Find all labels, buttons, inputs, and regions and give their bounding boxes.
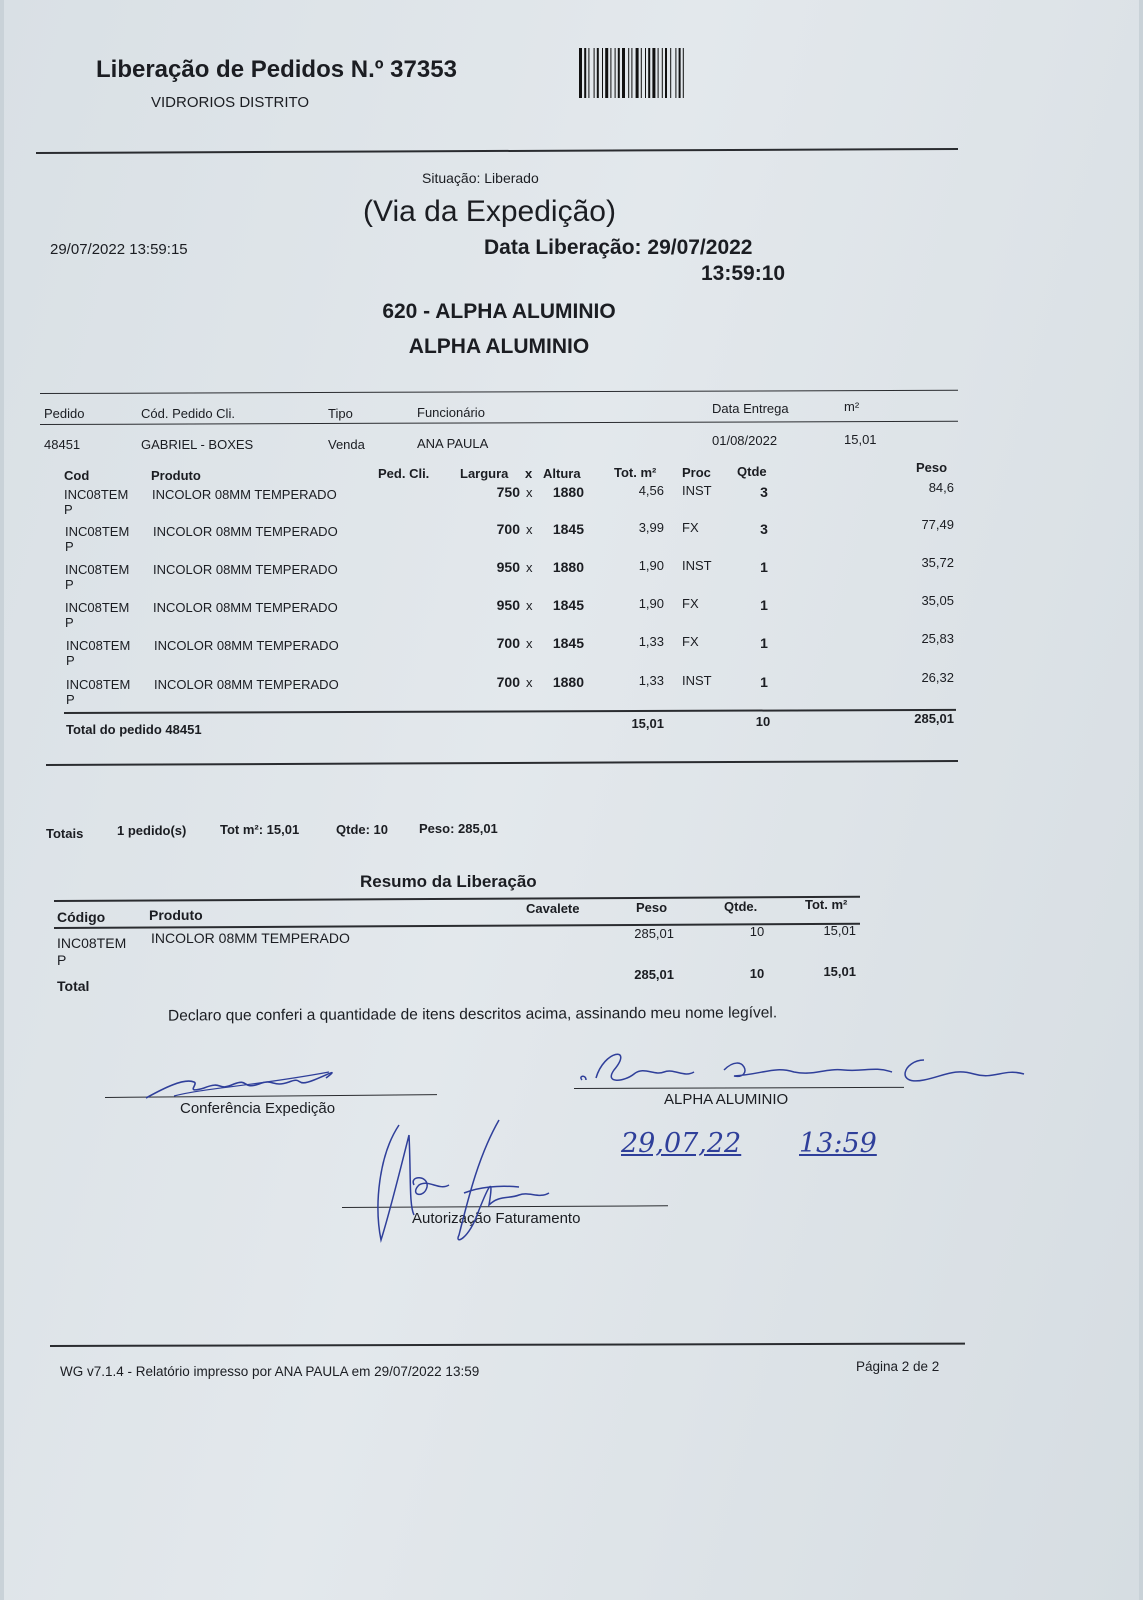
signature-scribble-client bbox=[574, 1040, 1044, 1100]
item-produto: INCOLOR 08MM TEMPERADO bbox=[153, 600, 338, 615]
summary-col-tot-m2: Tot. m² bbox=[805, 897, 848, 912]
item-x: x bbox=[526, 485, 533, 500]
item-tot-m2: 1,33 bbox=[638, 673, 664, 688]
client-name: ALPHA ALUMINIO bbox=[408, 335, 590, 358]
item-qtde: 1 bbox=[760, 635, 768, 651]
item-largura: 700 bbox=[496, 635, 520, 651]
summary-row-codigo bbox=[57, 935, 126, 969]
items-col-x: x bbox=[525, 466, 533, 481]
items-col-produto: Produto bbox=[151, 468, 201, 483]
client-code-name: 620 - ALPHA ALUMINIO bbox=[382, 300, 616, 323]
item-proc: FX bbox=[682, 520, 699, 535]
item-cod-line2: P bbox=[65, 615, 74, 630]
summary-total-tot-m2: 15,01 bbox=[823, 964, 856, 979]
item-peso: 84,6 bbox=[928, 480, 954, 495]
summary-row-qtde: 10 bbox=[749, 924, 765, 939]
order-mid-rule bbox=[40, 421, 958, 425]
items-col-ped-cli: Ped. Cli. bbox=[378, 466, 430, 481]
item-altura: 1880 bbox=[552, 674, 584, 690]
items-col-altura: Altura bbox=[543, 466, 581, 481]
declaration-text: Declaro que conferi a quantidade de itens descritos acima, assinando meu nome legível. bbox=[167, 1004, 778, 1025]
barcode-bar bbox=[588, 48, 589, 98]
item-tot-m2: 1,90 bbox=[638, 558, 664, 573]
item-x: x bbox=[526, 522, 533, 537]
signature-label-client: ALPHA ALUMINIO bbox=[664, 1091, 789, 1108]
item-qtde: 3 bbox=[760, 521, 768, 537]
items-col-peso: Peso bbox=[916, 460, 948, 475]
item-peso: 35,05 bbox=[921, 593, 954, 608]
via-label: (Via da Expedição) bbox=[363, 195, 616, 228]
barcode-bar bbox=[622, 48, 625, 98]
item-altura: 1845 bbox=[552, 635, 584, 651]
order-funcionario: ANA PAULA bbox=[417, 436, 489, 451]
item-cod-line1: INC08TEM bbox=[65, 562, 130, 577]
item-cod-line2: P bbox=[65, 577, 74, 592]
totals-peso: Peso: 285,01 bbox=[419, 821, 498, 836]
item-cod-line1: INC08TEM bbox=[65, 524, 130, 539]
barcode-bar bbox=[579, 48, 582, 98]
item-peso: 77,49 bbox=[921, 517, 954, 532]
summary-title: Resumo da Liberação bbox=[360, 872, 537, 891]
item-x: x bbox=[526, 598, 533, 613]
item-proc: INST bbox=[682, 673, 712, 688]
item-qtde: 3 bbox=[760, 484, 768, 500]
item-produto: INCOLOR 08MM TEMPERADO bbox=[154, 638, 339, 653]
item-altura: 1880 bbox=[552, 559, 584, 575]
handwritten-time: 13:59 bbox=[799, 1128, 877, 1159]
item-produto: INCOLOR 08MM TEMPERADO bbox=[153, 562, 338, 577]
barcode-bar bbox=[683, 48, 684, 98]
item-peso: 25,83 bbox=[921, 631, 954, 646]
totals-qtde: Qtde: 10 bbox=[336, 822, 389, 837]
summary-mid-rule bbox=[54, 923, 860, 929]
items-col-largura: Largura bbox=[460, 466, 509, 481]
item-cod-line2: P bbox=[66, 692, 75, 707]
summary-row-codigo-line1: INC08TEM bbox=[57, 935, 127, 951]
header-divider bbox=[36, 148, 958, 154]
item-produto: INCOLOR 08MM TEMPERADO bbox=[154, 677, 339, 692]
item-cod-line1: INC08TEM bbox=[64, 487, 129, 502]
totals-m2: Tot m²: 15,01 bbox=[220, 822, 300, 837]
item-cod-line2: P bbox=[64, 502, 73, 517]
barcode-bar bbox=[615, 48, 616, 98]
item-largura: 700 bbox=[496, 521, 520, 537]
item-proc: FX bbox=[682, 596, 699, 611]
summary-row-produto: INCOLOR 08MM TEMPERADO bbox=[151, 930, 350, 946]
barcode-bar bbox=[679, 48, 681, 98]
summary-total-peso: 285,01 bbox=[634, 967, 674, 982]
summary-row-peso: 285,01 bbox=[634, 926, 674, 941]
situation-label: Situação: Liberado bbox=[422, 170, 539, 186]
barcode-bar bbox=[631, 48, 632, 98]
item-altura: 1880 bbox=[552, 484, 584, 500]
totals-pedidos: 1 pedido(s) bbox=[117, 823, 187, 838]
item-largura: 950 bbox=[496, 559, 520, 575]
barcode-bar bbox=[628, 48, 629, 98]
item-largura: 750 bbox=[496, 484, 520, 500]
barcode-bar bbox=[658, 48, 659, 98]
barcode-bar bbox=[670, 48, 671, 98]
barcode-bar bbox=[648, 48, 650, 98]
signature-label-autorizacao: Autorização Faturamento bbox=[412, 1210, 581, 1227]
barcode-bar bbox=[652, 48, 655, 98]
items-col-tot-m2: Tot. m² bbox=[614, 465, 657, 480]
items-total-m2: 15,01 bbox=[631, 716, 664, 731]
item-x: x bbox=[526, 636, 533, 651]
signature-scribble-conferencia bbox=[144, 1058, 344, 1104]
print-datetime: 29/07/2022 13:59:15 bbox=[50, 241, 188, 258]
summary-row-codigo-line2: P bbox=[57, 952, 67, 968]
barcode-bar bbox=[610, 48, 611, 98]
barcode-bar bbox=[641, 48, 642, 98]
col-pedido: Pedido bbox=[44, 406, 85, 421]
item-altura: 1845 bbox=[552, 521, 584, 537]
barcode-bar bbox=[584, 48, 586, 98]
item-peso: 26,32 bbox=[921, 670, 954, 685]
item-largura: 700 bbox=[496, 674, 520, 690]
item-cod-line1: INC08TEM bbox=[66, 638, 131, 653]
items-col-proc: Proc bbox=[682, 465, 711, 480]
summary-col-cavalete: Cavalete bbox=[526, 901, 580, 916]
item-tot-m2: 1,90 bbox=[638, 596, 664, 611]
barcode-bar bbox=[594, 48, 595, 98]
barcode-bar bbox=[675, 48, 676, 98]
handwritten-date: 29,07,22 bbox=[621, 1128, 742, 1159]
barcode-bar bbox=[602, 48, 603, 98]
totals-label: Totais bbox=[46, 826, 84, 841]
items-col-cod: Cod bbox=[64, 468, 90, 483]
summary-col-qtde: Qtde. bbox=[724, 899, 758, 914]
barcode-bar bbox=[636, 48, 639, 98]
item-largura: 950 bbox=[496, 597, 520, 613]
order-m2: 15,01 bbox=[844, 432, 877, 447]
item-proc: INST bbox=[682, 558, 712, 573]
summary-row-tot-m2: 15,01 bbox=[823, 923, 856, 938]
item-qtde: 1 bbox=[760, 674, 768, 690]
barcode-bar bbox=[662, 48, 663, 98]
signature-scribble-autorizacao bbox=[369, 1115, 569, 1250]
company-name: VIDRORIOS DISTRITO bbox=[151, 94, 310, 111]
items-total-peso: 285,01 bbox=[914, 711, 954, 726]
item-cod-line1: INC08TEM bbox=[65, 600, 130, 615]
items-total-rule bbox=[64, 709, 956, 714]
item-x: x bbox=[526, 560, 533, 575]
summary-col-peso: Peso bbox=[636, 900, 668, 915]
barcode-bar bbox=[618, 48, 620, 98]
item-produto: INCOLOR 08MM TEMPERADO bbox=[153, 524, 338, 539]
col-m2: m² bbox=[844, 399, 860, 414]
item-cod-line2: P bbox=[66, 653, 75, 668]
footer-printed-by: WG v7.1.4 - Relatório impresso por ANA PAULA em 29/07/2022 13:59 bbox=[60, 1364, 480, 1379]
footer-rule bbox=[50, 1343, 965, 1347]
order-pedido: 48451 bbox=[44, 437, 81, 452]
items-total-label: Total do pedido 48451 bbox=[66, 722, 202, 737]
item-tot-m2: 4,56 bbox=[638, 483, 664, 498]
barcode-bar bbox=[605, 48, 608, 98]
summary-col-codigo: Código bbox=[57, 909, 106, 925]
summary-col-produto: Produto bbox=[149, 907, 203, 923]
item-altura: 1845 bbox=[552, 597, 584, 613]
item-x: x bbox=[526, 675, 533, 690]
order-tipo: Venda bbox=[328, 437, 365, 452]
release-time: 13:59:10 bbox=[701, 262, 786, 285]
footer-page-number: Página 2 de 2 bbox=[856, 1359, 940, 1374]
summary-total-label: Total bbox=[57, 978, 90, 994]
item-proc: INST bbox=[682, 483, 712, 498]
item-cod-line1: INC08TEM bbox=[66, 677, 131, 692]
item-peso: 35,72 bbox=[921, 555, 954, 570]
item-produto: INCOLOR 08MM TEMPERADO bbox=[152, 487, 337, 502]
item-cod-line2: P bbox=[65, 539, 74, 554]
items-total-qtde: 10 bbox=[755, 714, 771, 729]
item-proc: FX bbox=[682, 634, 699, 649]
col-tipo: Tipo bbox=[328, 406, 353, 421]
order-top-rule bbox=[40, 390, 958, 394]
item-qtde: 1 bbox=[760, 597, 768, 613]
item-tot-m2: 1,33 bbox=[638, 634, 664, 649]
items-bottom-rule bbox=[46, 760, 958, 766]
document-sheet bbox=[4, 0, 1139, 1600]
barcode bbox=[579, 48, 741, 98]
items-col-qtde: Qtde bbox=[737, 464, 767, 479]
barcode-bar bbox=[665, 48, 667, 98]
order-data-entrega: 01/08/2022 bbox=[712, 433, 778, 448]
summary-total-qtde: 10 bbox=[749, 966, 765, 981]
barcode-bar bbox=[597, 48, 599, 98]
release-date: Data Liberação: 29/07/2022 bbox=[484, 236, 753, 259]
document-title: Liberação de Pedidos N.º 37353 bbox=[96, 56, 457, 83]
item-tot-m2: 3,99 bbox=[638, 520, 664, 535]
barcode-bar bbox=[645, 48, 646, 98]
signature-label-conferencia: Conferência Expedição bbox=[180, 1100, 336, 1117]
col-data-entrega: Data Entrega bbox=[712, 401, 789, 416]
col-cod-cli: Cód. Pedido Cli. bbox=[141, 406, 235, 421]
item-qtde: 1 bbox=[760, 559, 768, 575]
order-cod-cli: GABRIEL - BOXES bbox=[141, 437, 254, 452]
col-funcionario: Funcionário bbox=[417, 405, 485, 420]
